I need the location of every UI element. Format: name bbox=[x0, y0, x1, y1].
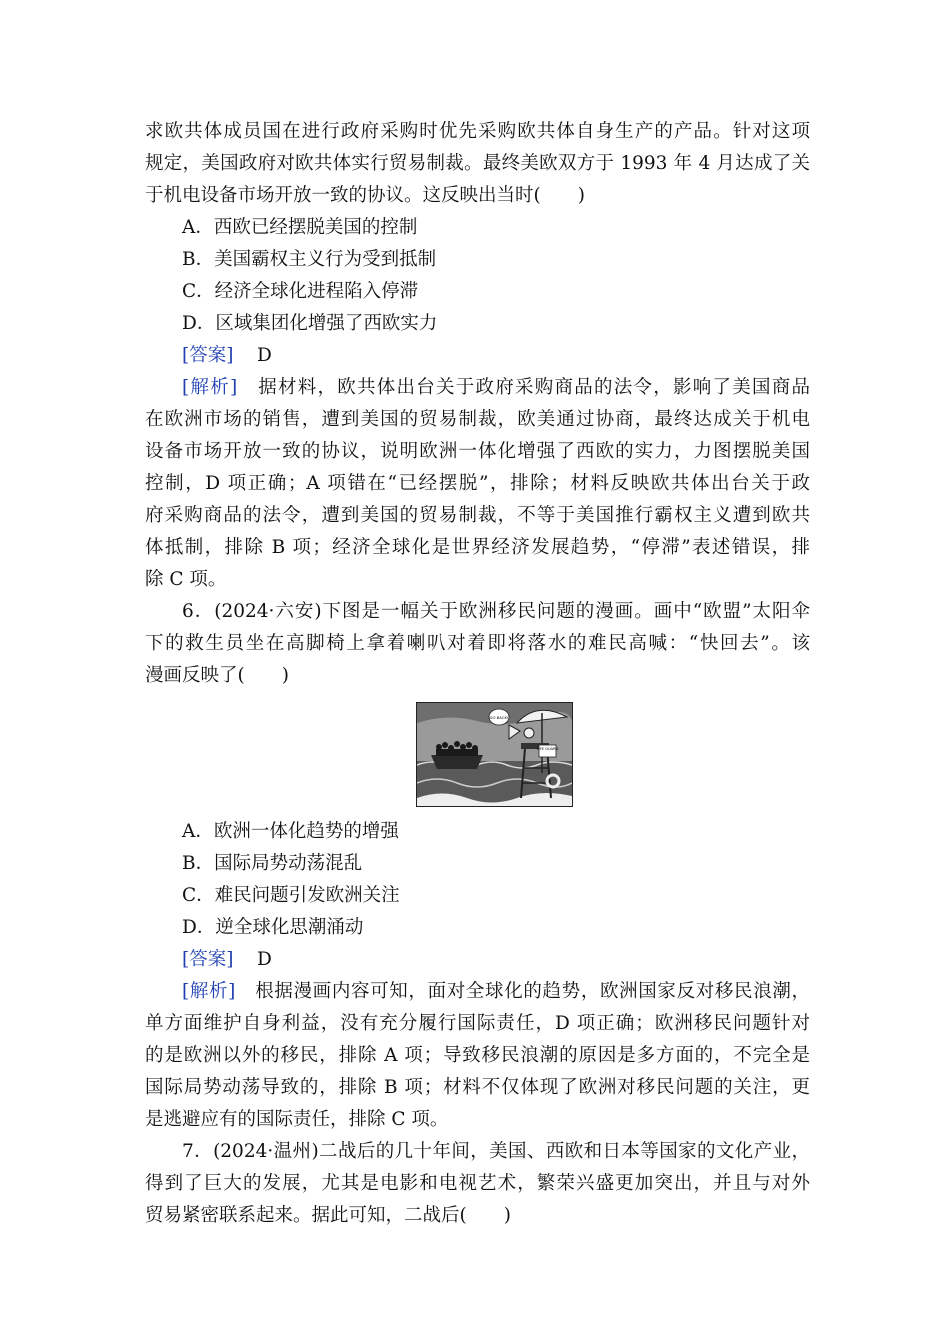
lifeguard-sign-text: LIFE GUARD bbox=[536, 747, 559, 751]
q6-analysis-line: 是逃避应有的国际责任，排除 C 项。 bbox=[145, 1109, 449, 1130]
q7-stem-line: 得到了巨大的发展，尤其是电影和电视艺术，繁荣兴盛更加突出，并且与对外 bbox=[145, 1173, 810, 1194]
q6-option-b: B．国际局势动荡混乱 bbox=[182, 853, 363, 874]
q6-stem-line: 漫画反映了( ) bbox=[145, 665, 289, 686]
q5-option-c: C．经济全球化进程陷入停滞 bbox=[182, 281, 419, 302]
migration-cartoon-image bbox=[416, 702, 573, 807]
q5-text-line: 规定，美国政府对欧共体实行贸易制裁。最终美欧双方于 1993 年 4 月达成了关 bbox=[145, 153, 810, 174]
q5-analysis-line: 体抵制，排除 B 项；经济全球化是世界经济发展趋势，“停滞”表述错误，排 bbox=[145, 537, 810, 558]
q5-option-d: D．区域集团化增强了西欧实力 bbox=[182, 313, 438, 334]
q5-analysis-line: 控制，D 项正确；A 项错在“已经摆脱”，排除；材料反映欧共体出台关于政 bbox=[145, 473, 810, 494]
document-page bbox=[145, 116, 810, 1232]
q5-analysis-line: 府采购商品的法令，遭到美国的贸易制裁，不等于美国推行霸权主义遭到欧共 bbox=[145, 505, 810, 526]
q5-text-line: 求欧共体成员国在进行政府采购时优先采购欧共体自身生产的产品。针对这项 bbox=[145, 121, 810, 142]
answer-value: D bbox=[256, 345, 272, 366]
analysis-tag: [解析] bbox=[182, 377, 238, 398]
speech-bubble-text: GO BACK! bbox=[489, 715, 509, 720]
q6-stem-line: 下的救生员坐在高脚椅上拿着喇叭对着即将落水的难民高喊：“快回去”。该 bbox=[145, 633, 810, 654]
q5-analysis-line: 设备市场开放一致的协议，说明欧洲一体化增强了西欧的实力，力图摆脱美国 bbox=[145, 441, 810, 462]
q7-stem-line: 7．(2024·温州)二战后的几十年间，美国、西欧和日本等国家的文化产业， bbox=[182, 1141, 810, 1162]
q6-answer bbox=[145, 944, 810, 976]
q5-analysis-line: [解析] 据材料，欧共体出台关于政府采购商品的法令，影响了美国商品 bbox=[182, 377, 810, 398]
answer-value: D bbox=[256, 949, 272, 970]
analysis-tag: [解析] bbox=[182, 981, 236, 1002]
answer-tag: [答案] bbox=[182, 345, 234, 366]
q6-analysis-line: 国际局势动荡导致的，排除 B 项；材料不仅体现了欧洲对移民问题的关注，更 bbox=[145, 1077, 810, 1098]
q6-analysis-line: 的是欧洲以外的移民，排除 A 项；导致移民浪潮的原因是多方面的，不完全是 bbox=[145, 1045, 810, 1066]
q6-analysis-line: 单方面维护自身利益，没有充分履行国际责任，D 项正确；欧洲移民问题针对 bbox=[145, 1013, 810, 1034]
q6-stem-line: 6．(2024·六安)下图是一幅关于欧洲移民问题的漫画。画中“欧盟”太阳伞 bbox=[182, 601, 810, 622]
q5-analysis-line: 在欧洲市场的销售，遭到美国的贸易制裁，欧美通过协商，最终达成关于机电 bbox=[145, 409, 810, 430]
cartoon-figure bbox=[145, 692, 810, 816]
q5-option-b: B．美国霸权主义行为受到抵制 bbox=[182, 249, 437, 270]
q5-answer bbox=[145, 340, 810, 372]
q7-stem-line: 贸易紧密联系起来。据此可知，二战后( ) bbox=[145, 1205, 511, 1226]
q6-analysis-line: [解析] 根据漫画内容可知，面对全球化的趋势，欧洲国家反对移民浪潮， bbox=[182, 981, 810, 1002]
q6-option-c: C．难民问题引发欧洲关注 bbox=[182, 885, 400, 906]
cartoon-drawing bbox=[417, 703, 572, 806]
answer-tag: [答案] bbox=[182, 949, 234, 970]
q5-option-a: A．西欧已经摆脱美国的控制 bbox=[182, 217, 418, 238]
q6-option-a: A．欧洲一体化趋势的增强 bbox=[182, 821, 399, 842]
q6-option-d: D．逆全球化思潮涌动 bbox=[182, 917, 364, 938]
q5-analysis-line: 除 C 项。 bbox=[145, 569, 227, 590]
q5-text-line: 于机电设备市场开放一致的协议。这反映出当时( ) bbox=[145, 185, 585, 206]
